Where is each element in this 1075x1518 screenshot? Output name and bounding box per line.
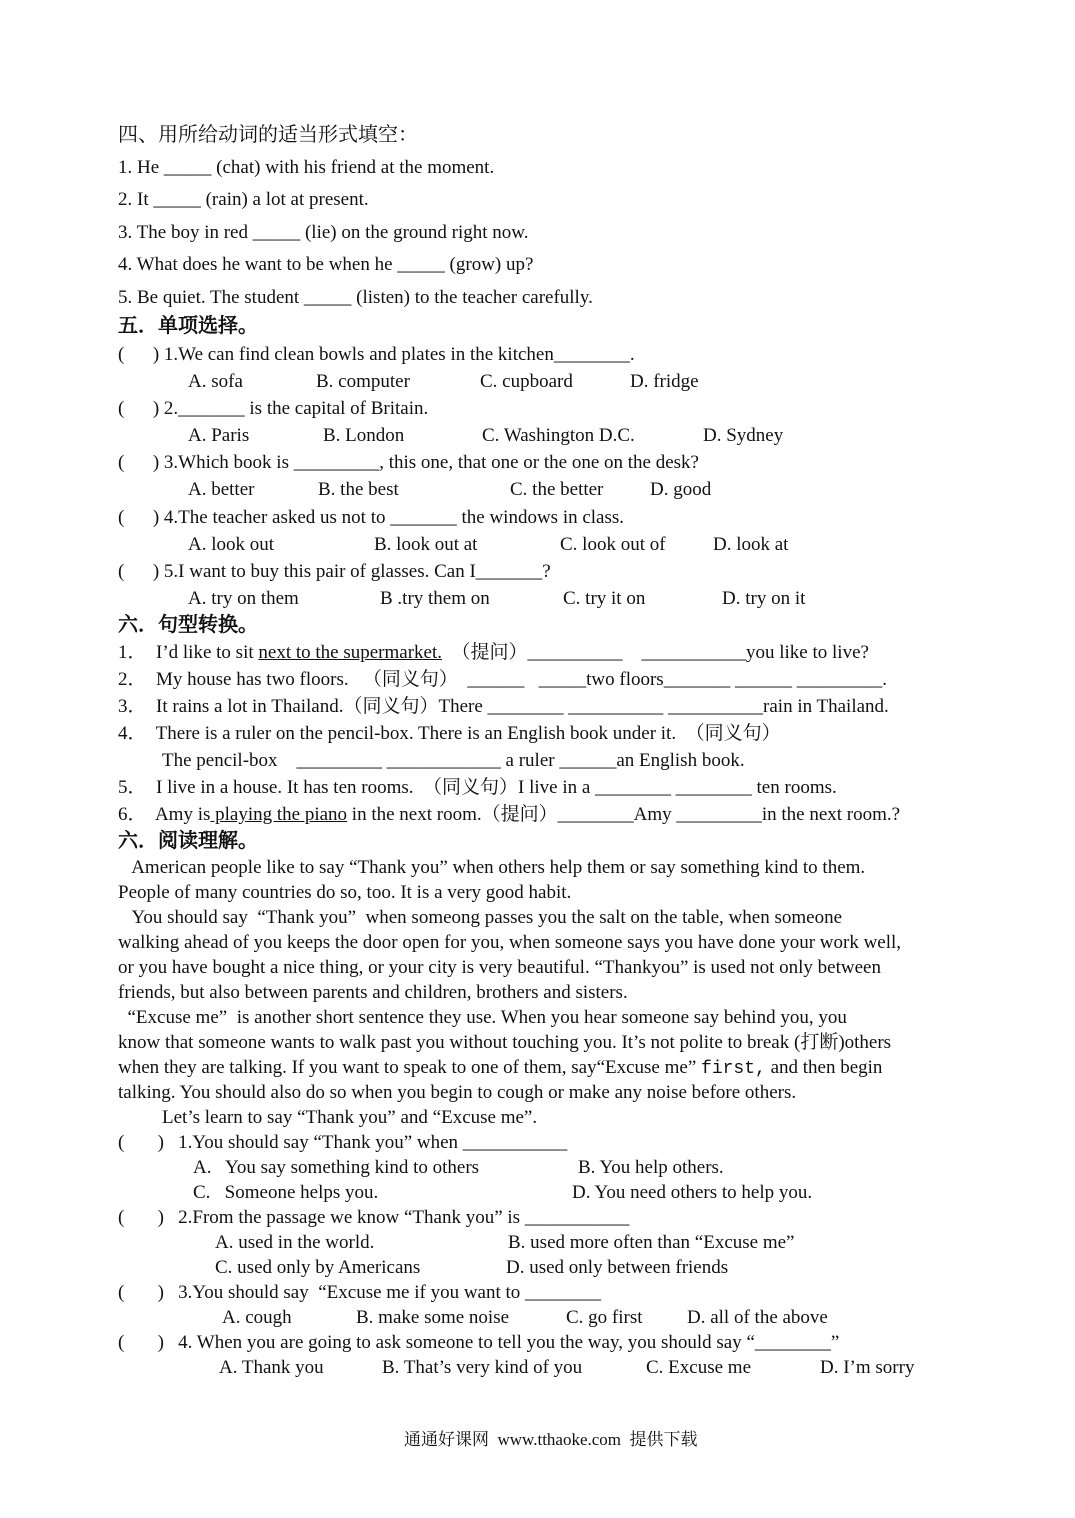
passage-text: and then begin bbox=[765, 1057, 883, 1078]
reading-option: A. You say something kind to others bbox=[193, 1157, 480, 1178]
page-footer: 通通好课网 www.tthaoke.com 提供下载 bbox=[404, 1430, 698, 1449]
reading-option: C. used only by Americans bbox=[215, 1257, 421, 1278]
fill-item-1: 1. He _____ (chat) with his friend at the moment. bbox=[118, 157, 495, 178]
mc-option: D. good bbox=[650, 479, 712, 500]
transform-item-6 bbox=[118, 804, 900, 826]
mc-option: A. try on them bbox=[188, 588, 299, 609]
reading-heading: 六．阅读理解。 bbox=[118, 830, 258, 852]
passage-line: or you have bought a nice thing, or your city is very beautiful. “Thankyou” is used not only between bbox=[118, 957, 881, 978]
reading-option: B. That’s very kind of you bbox=[382, 1357, 583, 1378]
mc-option: C. cupboard bbox=[480, 371, 573, 392]
transform-item-3: 3． It rains a lot in Thailand.（同义句）There ________ __________ __________rain in Thailand. bbox=[118, 696, 889, 717]
transform-text: in the next room.（提问）________Amy _________in the next room.? bbox=[347, 804, 901, 825]
mc-option: D. Sydney bbox=[703, 425, 784, 446]
passage-line: “Excuse me” is another short sentence they use. When you hear someone say behind you, you bbox=[118, 1007, 847, 1028]
mc-option: B. London bbox=[323, 425, 405, 446]
transform-text: （提问）__________ ___________you like to live? bbox=[442, 642, 869, 663]
mc-question-2: ( ) 2._______ is the capital of Britain. bbox=[118, 398, 429, 419]
mc-option: A. sofa bbox=[188, 371, 243, 392]
underlined-phrase: next to the supermarket. bbox=[258, 642, 442, 663]
reading-question-3: ( ) 3.You should say “Excuse me if you want to ________ bbox=[118, 1282, 602, 1303]
mc-option: A. look out bbox=[188, 534, 275, 555]
reading-option: C. Excuse me bbox=[646, 1357, 752, 1378]
reading-option: C. go first bbox=[566, 1307, 643, 1328]
mc-option: A. Paris bbox=[188, 425, 250, 446]
reading-option: D. You need others to help you. bbox=[572, 1182, 813, 1203]
mc-question-1: ( ) 1.We can find clean bowls and plates in the kitchen________. bbox=[118, 344, 635, 365]
reading-option: B. You help others. bbox=[578, 1157, 724, 1178]
section6-heading: 六．句型转换。 bbox=[118, 614, 258, 636]
fill-item-3: 3. The boy in red _____ (lie) on the ground right now. bbox=[118, 222, 529, 243]
reading-question-2: ( ) 2.From the passage we know “Thank you” is ___________ bbox=[118, 1207, 630, 1228]
passage-line: talking. You should also do so when you begin to cough or make any noise before others. bbox=[118, 1082, 797, 1103]
mc-option: D. look at bbox=[713, 534, 789, 555]
passage-line bbox=[118, 1057, 882, 1080]
mc-question-3: ( ) 3.Which book is _________, this one, that one or the one on the desk? bbox=[118, 452, 699, 473]
reading-question-1: ( ) 1.You should say “Thank you” when ___________ bbox=[118, 1132, 568, 1153]
transform-text: 1． I’d like to sit bbox=[118, 642, 259, 663]
reading-option: D. all of the above bbox=[687, 1307, 828, 1328]
reading-option: D. used only between friends bbox=[506, 1257, 729, 1278]
transform-item-2: 2． My house has two floors. （同义句） ______ _____two floors_______ ______ _________. bbox=[118, 669, 887, 690]
underlined-phrase: playing the piano bbox=[210, 804, 348, 825]
reading-option: B. make some noise bbox=[356, 1307, 510, 1328]
passage-text: first, bbox=[701, 1059, 766, 1079]
reading-option: A. cough bbox=[222, 1307, 292, 1328]
mc-option: B. the best bbox=[318, 479, 399, 500]
passage-line: friends, but also between parents and children, brothers and sisters. bbox=[118, 982, 628, 1003]
mc-option: B. look out at bbox=[374, 534, 478, 555]
reading-option: A. used in the world. bbox=[215, 1232, 375, 1253]
transform-item-4b: The pencil-box _________ ____________ a ruler ______an English book. bbox=[162, 750, 745, 771]
passage-line: American people like to say “Thank you” when others help them or say something kind to them. bbox=[118, 857, 866, 878]
mc-option: C. the better bbox=[510, 479, 604, 500]
section4-heading: 四、用所给动词的适当形式填空： bbox=[118, 124, 418, 146]
transform-item-5: 5． I live in a house. It has ten rooms. （同义句）I live in a ________ ________ ten rooms. bbox=[118, 777, 837, 798]
mc-option: C. try it on bbox=[563, 588, 646, 609]
transform-item-1 bbox=[118, 642, 869, 664]
transform-item-4: 4． There is a ruler on the pencil-box. There is an English book under it. （同义句） bbox=[118, 723, 781, 744]
passage-line: People of many countries do so, too. It is a very good habit. bbox=[118, 882, 572, 903]
passage-line: Let’s learn to say “Thank you” and “Excuse me”. bbox=[162, 1107, 538, 1128]
reading-option: A. Thank you bbox=[219, 1357, 324, 1378]
mc-option: C. look out of bbox=[560, 534, 666, 555]
mc-option: B .try them on bbox=[380, 588, 490, 609]
passage-line: know that someone wants to walk past you without touching you. It’s not polite to break (打断)others bbox=[118, 1032, 892, 1053]
reading-question-4: ( ) 4. When you are going to ask someone to tell you the way, you should say “________” bbox=[118, 1332, 840, 1353]
mc-question-4: ( ) 4.The teacher asked us not to _______ the windows in class. bbox=[118, 507, 625, 528]
reading-option: B. used more often than “Excuse me” bbox=[508, 1232, 795, 1253]
section5-heading: 五．单项选择。 bbox=[118, 315, 258, 337]
passage-line: You should say “Thank you” when someong passes you the salt on the table, when someone bbox=[118, 907, 843, 928]
mc-option: D. try on it bbox=[722, 588, 806, 609]
fill-item-5: 5. Be quiet. The student _____ (listen) to the teacher carefully. bbox=[118, 287, 593, 308]
passage-text: when they are talking. If you want to speak to one of them, say“Excuse me” bbox=[118, 1057, 697, 1078]
reading-option: C. Someone helps you. bbox=[193, 1182, 379, 1203]
fill-item-4: 4. What does he want to be when he _____ (grow) up? bbox=[118, 254, 534, 275]
passage-line: walking ahead of you keeps the door open for you, when someone says you have done your work well, bbox=[118, 932, 902, 953]
mc-option: D. fridge bbox=[630, 371, 699, 392]
mc-question-5: ( ) 5.I want to buy this pair of glasses. Can I_______? bbox=[118, 561, 551, 582]
mc-option: B. computer bbox=[316, 371, 410, 392]
reading-option: D. I’m sorry bbox=[820, 1357, 915, 1378]
fill-item-2: 2. It _____ (rain) a lot at present. bbox=[118, 189, 369, 210]
mc-option: A. better bbox=[188, 479, 255, 500]
mc-option: C. Washington D.C. bbox=[482, 425, 635, 446]
transform-text: 6． Amy is bbox=[118, 804, 211, 825]
